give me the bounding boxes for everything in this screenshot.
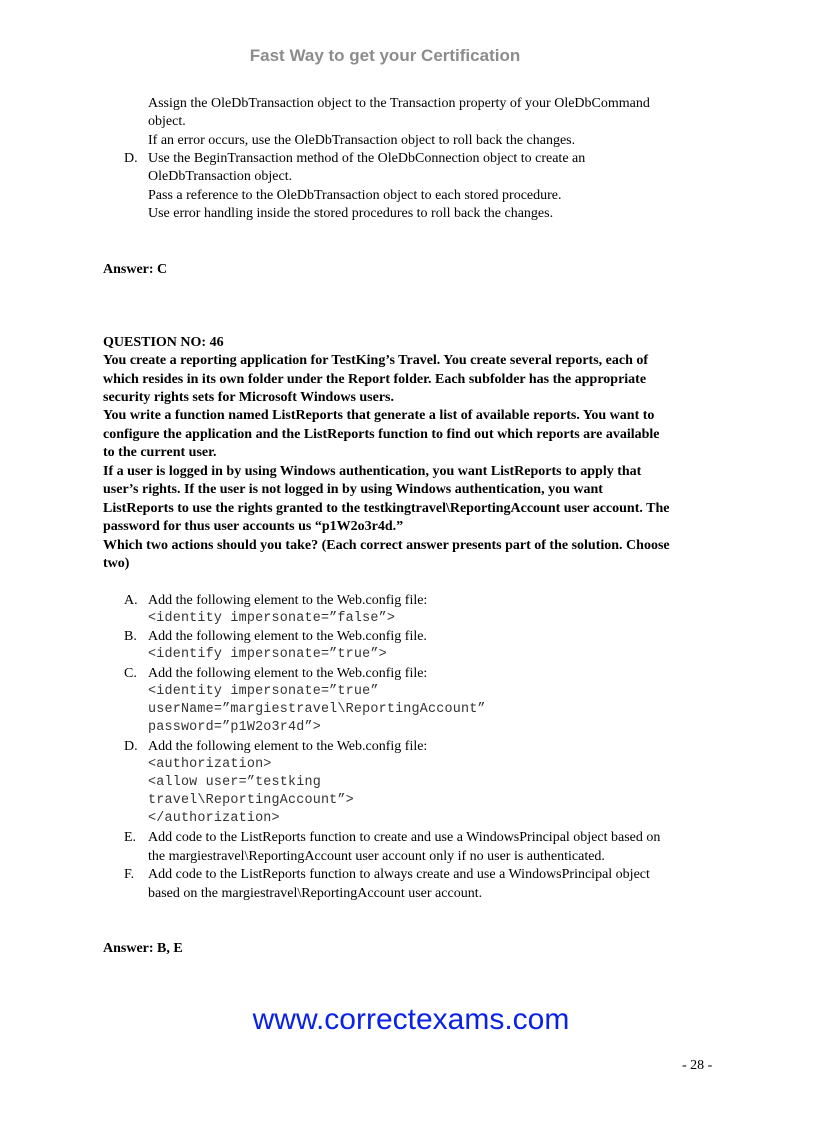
option-d-letter: D. [124, 739, 138, 754]
option-f-text: Add code to the ListReports function to always create and use a WindowsPrincipal object [148, 867, 650, 882]
question-body-line: You create a reporting application for TestKing’s Travel. You create several reports, each of [103, 353, 649, 368]
page-header-title: Fast Way to get your Certification [249, 46, 521, 65]
question-body-line: user’s rights. If the user is not logged in by using Windows authentication, you want [103, 482, 603, 497]
option-a-code: <identity impersonate=”false”> [148, 611, 396, 626]
option-c-code: userName=”margiestravel\ReportingAccount” [148, 702, 486, 717]
option-c-code: <identity impersonate=”true” [148, 684, 379, 699]
option-c-code: password=”p1W2o3r4d”> [148, 720, 321, 735]
prev-option-c-line: If an error occurs, use the OleDbTransaction object to roll back the changes. [148, 133, 576, 148]
question-body-line: configure the application and the ListReports function to find out which reports are available [103, 427, 660, 442]
option-d-code: </authorization> [148, 811, 280, 826]
page-number: - 28 - [682, 1058, 713, 1073]
option-d-code: travel\ReportingAccount”> [148, 793, 354, 808]
option-a-text: Add the following element to the Web.config file: [148, 593, 428, 608]
footer-website-link[interactable]: www.correctexams.com [252, 1003, 570, 1036]
option-d-text: Add the following element to the Web.config file: [148, 739, 428, 754]
question-body-line: If a user is logged in by using Windows authentication, you want ListReports to apply that [103, 464, 642, 479]
option-e-text: the margiestravel\ReportingAccount user account only if no user is authenticated. [148, 849, 605, 864]
question-body-line: ListReports to use the rights granted to the testkingtravel\ReportingAccount user account. The [103, 501, 670, 516]
option-d-code: <allow user=”testking [148, 775, 321, 790]
option-b-text: Add the following element to the Web.config file. [148, 629, 427, 644]
option-d-code: <authorization> [148, 757, 272, 772]
option-c-letter: C. [124, 666, 137, 681]
prev-option-c-line: object. [148, 114, 186, 129]
question-body-line: which resides in its own folder under the Report folder. Each subfolder has the appropriate [103, 372, 647, 387]
question-body-line: to the current user. [103, 445, 217, 460]
question-body-line: security rights sets for Microsoft Windows users. [103, 390, 394, 405]
option-e-text: Add code to the ListReports function to create and use a WindowsPrincipal object based on [148, 830, 661, 845]
option-c-text: Add the following element to the Web.config file: [148, 666, 428, 681]
prev-answer: Answer: C [103, 262, 168, 277]
question-body-line: password for thus user accounts us “p1W2o3r4d.” [103, 519, 404, 534]
option-b-code: <identify impersonate=”true”> [148, 647, 387, 662]
question-heading: QUESTION NO: 46 [103, 335, 224, 350]
question-body-line: Which two actions should you take? (Each correct answer presents part of the solution. Choose [103, 538, 670, 553]
option-a-letter: A. [124, 593, 138, 608]
prev-option-d-letter: D. [124, 151, 138, 166]
prev-option-c-line: Assign the OleDbTransaction object to the Transaction property of your OleDbCommand [148, 96, 650, 111]
option-f-text: based on the margiestravel\ReportingAccount user account. [148, 886, 483, 901]
question-body-line: two) [103, 556, 130, 571]
option-b-letter: B. [124, 629, 137, 644]
prev-option-d-line: Use the BeginTransaction method of the OleDbConnection object to create an [148, 151, 586, 166]
answer: Answer: B, E [103, 941, 183, 956]
question-body-line: You write a function named ListReports that generate a list of available reports. You want to [103, 408, 655, 423]
option-f-letter: F. [124, 867, 135, 882]
prev-option-d-line: Pass a reference to the OleDbTransaction object to each stored procedure. [148, 188, 562, 203]
option-e-letter: E. [124, 830, 137, 845]
prev-option-d-line: OleDbTransaction object. [148, 169, 293, 184]
prev-option-d-line: Use error handling inside the stored procedures to roll back the changes. [148, 206, 554, 221]
